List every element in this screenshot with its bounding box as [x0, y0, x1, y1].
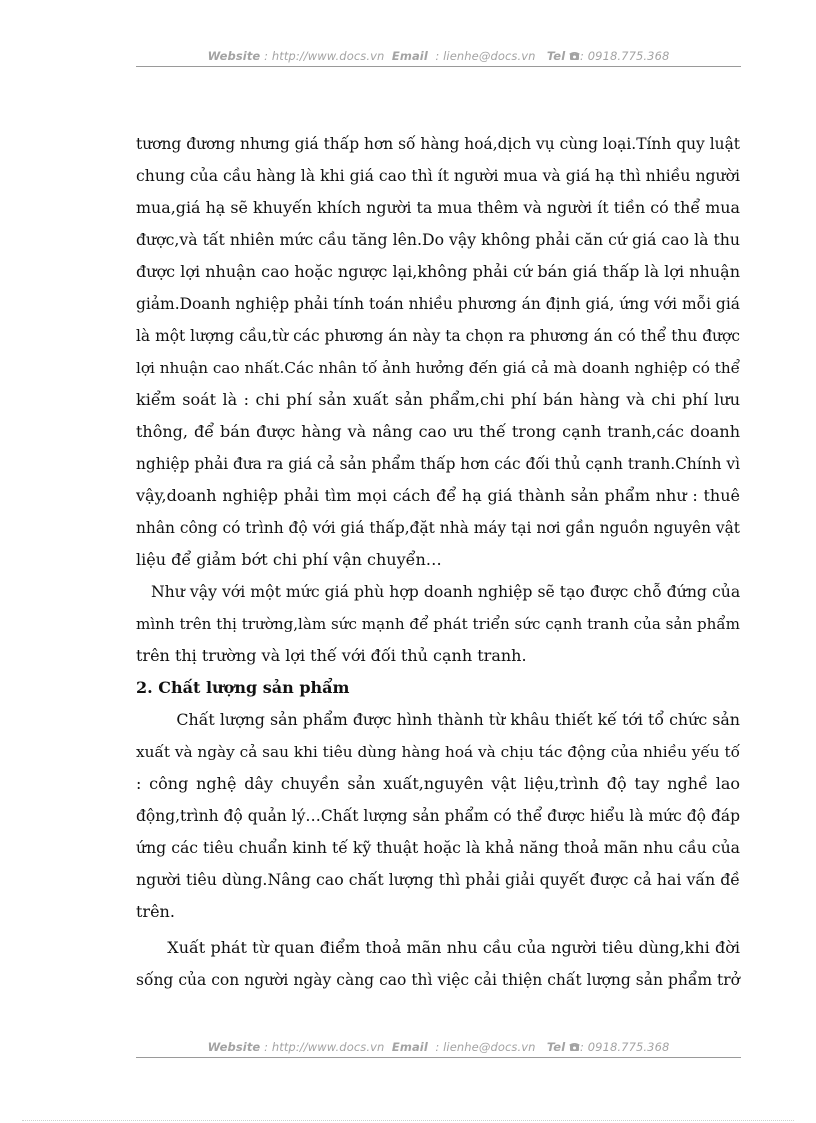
text-line: mình trên thị trường,làm sức mạnh để phát triển sức cạnh tranh của sản phẩm — [136, 615, 740, 633]
text-line: mua,giá hạ sẽ khuyến khích người ta mua thêm và người ít tiền có thể mua — [136, 198, 740, 217]
page-header — [136, 49, 741, 63]
text-line: động,trình độ quản lý…Chất lượng sản phẩm có thể được hiểu là mức độ đáp — [136, 807, 740, 825]
text-line: thông, để bán được hàng và nâng cao ưu thế trong cạnh tranh,các doanh — [136, 422, 740, 441]
footer-email-value: : lienhe@docs.vn — [435, 1040, 536, 1054]
text-line: Xuất phát từ quan điểm thoả mãn nhu cầu của người tiêu dùng,khi đời — [136, 938, 740, 957]
header-website-url: : http://www.docs.vn — [264, 49, 385, 63]
page-edge-divider — [22, 1120, 794, 1121]
footer-website-url: : http://www.docs.vn — [264, 1040, 385, 1054]
text-line: nghiệp phải đưa ra giá cả sản phẩm thấp hơn các đối thủ cạnh tranh.Chính vì — [136, 455, 740, 473]
footer-email-label: Email — [391, 1040, 428, 1054]
section-heading — [136, 672, 740, 704]
footer-website-label: Website — [207, 1040, 261, 1054]
header-rule — [136, 66, 741, 67]
text-line: lợi nhuận cao nhất.Các nhân tố ảnh hưởng đến giá cả mà doanh nghiệp có thể — [136, 359, 740, 377]
text-line: giảm.Doanh nghiệp phải tính toán nhiều phương án định giá, ứng với mỗi giá — [136, 295, 740, 313]
header-email-value: : lienhe@docs.vn — [435, 49, 536, 63]
header-website-label: Website — [207, 49, 261, 63]
text-line: được,và tất nhiên mức cầu tăng lên.Do vậy không phải căn cứ giá cao là thu — [136, 230, 740, 249]
text-line: xuất và ngày cả sau khi tiêu dùng hàng hoá và chịu tác động của nhiều yếu tố — [136, 743, 740, 761]
header-tel-label: Tel — [546, 49, 566, 63]
text-line: trên. — [136, 902, 175, 921]
text-line: ứng các tiêu chuẩn kinh tế kỹ thuật hoặc là khả năng thoả mãn nhu cầu của — [136, 838, 740, 857]
header-email-label: Email — [391, 49, 428, 63]
header-tel-value: : 0918.775.368 — [580, 49, 670, 63]
footer-rule — [136, 1057, 741, 1058]
text-line: liệu để giảm bớt chi phí vận chuyển… — [136, 550, 442, 569]
text-line: vậy,doanh nghiệp phải tìm mọi cách để hạ giá thành sản phẩm như : thuê — [136, 486, 740, 505]
document-body — [136, 128, 740, 996]
text-line: : công nghệ dây chuyền sản xuất,nguyên vật liệu,trình độ tay nghề lao — [136, 774, 740, 793]
text-line: là một lượng cầu,từ các phương án này ta chọn ra phương án có thể thu được — [136, 327, 740, 345]
paragraph-3 — [136, 704, 740, 928]
footer-tel-label: Tel — [546, 1040, 566, 1054]
paragraph-2 — [136, 576, 740, 672]
telephone-icon — [569, 50, 580, 60]
text-line: kiểm soát là : chi phí sản xuất sản phẩm,chi phí bán hàng và chi phí lưu — [136, 390, 740, 409]
text-line: người tiêu dùng.Nâng cao chất lượng thì phải giải quyết được cả hai vấn đề — [136, 870, 741, 889]
paragraph-4 — [136, 932, 740, 996]
text-line: được lợi nhuận cao hoặc ngược lại,không phải cứ bán giá thấp là lợi nhuận — [136, 262, 740, 281]
text-line: Chất lượng sản phẩm được hình thành từ khâu thiết kế tới tổ chức sản — [136, 710, 740, 729]
text-line: tương đương nhưng giá thấp hơn số hàng hoá,dịch vụ cùng loại.Tính quy luật — [136, 135, 740, 153]
page-footer — [136, 1040, 741, 1054]
text-line: chung của cầu hàng là khi giá cao thì ít người mua và giá hạ thì nhiều người — [136, 166, 740, 185]
telephone-icon — [569, 1041, 580, 1051]
text-line: sống của con người ngày càng cao thì việc cải thiện chất lượng sản phẩm trở — [136, 971, 740, 989]
text-line: Như vậy với một mức giá phù hợp doanh nghiệp sẽ tạo được chỗ đứng của — [136, 582, 741, 601]
footer-tel-value: : 0918.775.368 — [580, 1040, 670, 1054]
section-heading-text: 2. Chất lượng sản phẩm — [136, 678, 350, 697]
paragraph-1 — [136, 128, 740, 576]
text-line: trên thị trường và lợi thế với đối thủ cạnh tranh. — [136, 646, 527, 665]
text-line: nhân công có trình độ với giá thấp,đặt nhà máy tại nơi gần nguồn nguyên vật — [136, 519, 740, 537]
